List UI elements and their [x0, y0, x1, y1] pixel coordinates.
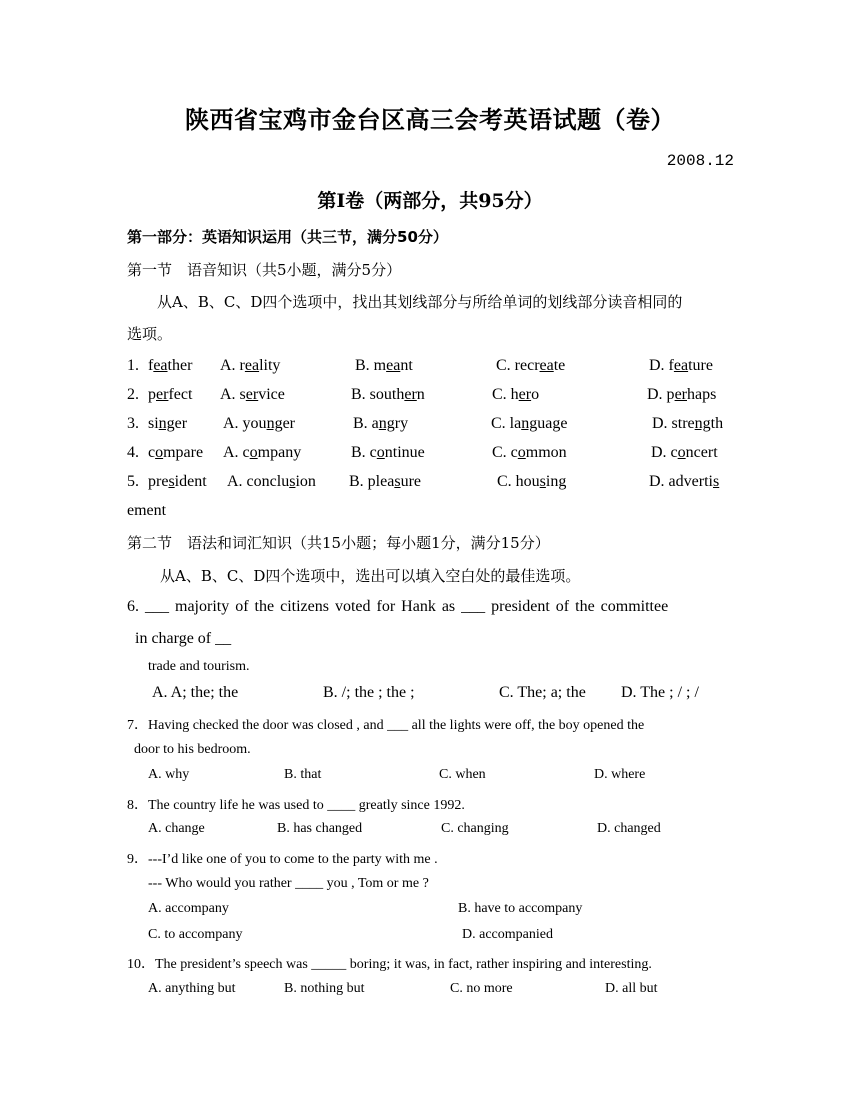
q9-option-c: C. to accompany	[148, 927, 243, 942]
option-a: A. reality	[220, 357, 281, 374]
phonetic-word: perfect	[148, 386, 193, 403]
option-b: B. pleasure	[349, 473, 421, 490]
option-d: D. strength	[652, 415, 724, 432]
question-number: 1.	[127, 357, 139, 374]
question-number: 5.	[127, 473, 139, 490]
q9-option-d: D. accompanied	[462, 927, 553, 942]
phonetic-word: president	[148, 473, 207, 490]
underlined-letters: ng	[266, 415, 283, 432]
option-d: D. advertis	[649, 473, 720, 490]
underlined-letters: er	[245, 386, 259, 403]
option-d: D. perhaps	[647, 386, 717, 403]
option-b: B. angry	[353, 415, 409, 432]
underlined-letters: o	[249, 444, 258, 461]
underlined-letters: o	[517, 444, 526, 461]
q7-stem-2: door to his bedroom.	[134, 742, 251, 757]
q8-option-c: C. changing	[441, 821, 509, 836]
underlined-letters: o	[677, 444, 686, 461]
exam-date: 2008.12	[666, 152, 734, 170]
underlined-letters: er	[674, 386, 687, 403]
underlined-letters: ng	[521, 415, 538, 432]
q10-stem: 10．The president’s speech was _____ boring; it was, in fact, rather inspiring and interesting.	[127, 957, 652, 972]
q9-option-b: B. have to accompany	[458, 901, 583, 916]
q8-option-d: D. changed	[597, 821, 661, 836]
option-c: C. common	[492, 444, 567, 461]
underlined-letters: ea	[244, 357, 260, 374]
q9-stem-2: --- Who would you rather ____ you , Tom or me ?	[148, 876, 429, 891]
section2-title: 第二节 语法和词汇知识（共15小题；每小题1分，满分15分）	[127, 534, 550, 552]
option-a: A. service	[220, 386, 285, 403]
q7-option-a: A. why	[148, 767, 190, 782]
q7-stem: 7．Having checked the door was closed , and ___ all the lights were off, the boy opened the	[127, 718, 645, 733]
q6-option-d: D. The ; / ; /	[621, 684, 699, 701]
q9-stem: 9．---I’d like one of you to come to the party with me .	[127, 852, 438, 867]
section1-title: 第一节 语音知识（共5小题，满分5分）	[127, 261, 402, 279]
q9-option-a: A. accompany	[148, 901, 229, 916]
option-c: C. housing	[497, 473, 567, 490]
option-c: C. hero	[492, 386, 540, 403]
q10-option-a: A. anything but	[148, 981, 236, 996]
option-c: C. language	[491, 415, 568, 432]
question-number: 4.	[127, 444, 139, 461]
page-title: 陕西省宝鸡市金台区高三会考英语试题（卷）	[185, 105, 675, 134]
underlined-letters: ea	[673, 357, 689, 374]
q7-option-b: B. that	[284, 767, 322, 782]
underlined-letters: er	[156, 386, 169, 403]
q7-option-d: D. where	[594, 767, 646, 782]
q6-stem: 6. ___ majority of the citizens voted for Hank as ___ president of the committee	[127, 598, 669, 615]
q10-option-b: B. nothing but	[284, 981, 365, 996]
option-d: D. concert	[651, 444, 718, 461]
q6-stem-2: in charge of __	[135, 630, 232, 647]
phonetic-word: singer	[148, 415, 188, 432]
q10-option-c: C. no more	[450, 981, 513, 996]
underlined-letters: er	[404, 386, 417, 403]
underlined-letters: ng	[378, 415, 395, 432]
option-b: B. continue	[351, 444, 425, 461]
part1-title: 第一部分：英语知识运用（共三节，满分50分）	[127, 228, 448, 246]
option-c: C. recreate	[496, 357, 566, 374]
q8-stem: 8．The country life he was used to ____ greatly since 1992.	[127, 798, 465, 813]
underlined-letters: ea	[386, 357, 401, 374]
section1-instruction: 从A、B、C、D四个选项中，找出其划线部分与所给单词的划线部分读音相同的	[157, 293, 683, 311]
wrap-text: ement	[127, 502, 167, 519]
phonetic-word: compare	[148, 444, 204, 461]
question-number: 3.	[127, 415, 139, 432]
underlined-letters: ea	[539, 357, 554, 374]
underlined-letters: ea	[153, 357, 168, 374]
q6-option-a: A. A; the; the	[152, 684, 239, 701]
option-a: A. conclusion	[227, 473, 316, 490]
q8-option-b: B. has changed	[277, 821, 363, 836]
volume-title: 第Ⅰ卷（两部分，共95分）	[317, 190, 543, 212]
section2-instruction: 从A、B、C、D四个选项中，选出可以填入空白处的最佳选项。	[160, 567, 581, 585]
underlined-letters: s	[289, 473, 296, 490]
q7-option-c: C. when	[439, 767, 486, 782]
q8-option-a: A. change	[148, 821, 205, 836]
underlined-letters: s	[539, 473, 546, 490]
option-a: A. younger	[223, 415, 295, 432]
q6-stem-3: trade and tourism.	[148, 659, 250, 674]
underlined-letters: ng	[694, 415, 711, 432]
underlined-letters: s	[168, 473, 175, 490]
phonetic-word: feather	[148, 357, 193, 374]
q6-option-b: B. /; the ; the ;	[323, 684, 415, 701]
question-number: 2.	[127, 386, 139, 403]
option-b: B. southern	[351, 386, 425, 403]
underlined-letters: s	[394, 473, 401, 490]
underlined-letters: ng	[158, 415, 175, 432]
option-b: B. meant	[355, 357, 413, 374]
underlined-letters: s	[712, 473, 720, 490]
section1-instruction-cont: 选项。	[127, 325, 173, 343]
q10-option-d: D. all but	[605, 981, 658, 996]
underlined-letters: er	[518, 386, 532, 403]
q6-option-c: C. The; a; the	[499, 684, 586, 701]
option-d: D. feature	[649, 357, 713, 374]
underlined-letters: o	[155, 444, 164, 461]
underlined-letters: o	[376, 444, 385, 461]
option-a: A. company	[223, 444, 302, 461]
